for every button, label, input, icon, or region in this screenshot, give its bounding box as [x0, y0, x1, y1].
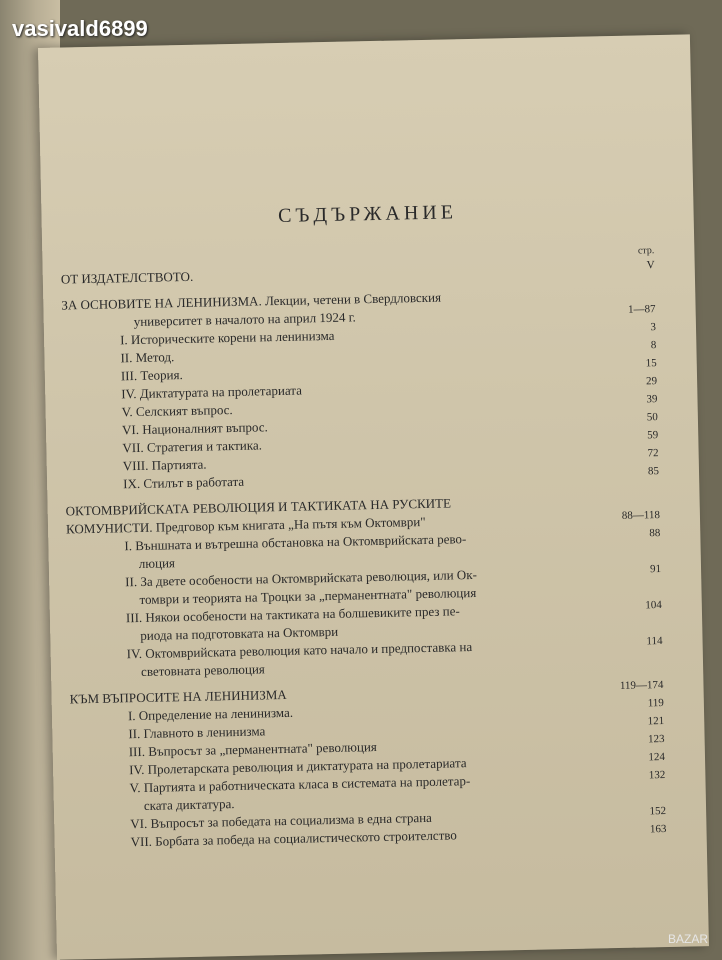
toc-entry-label: ОКТОМВРИЙСКАТА РЕВОЛЮЦИЯ И ТАКТИКАТА НА РУСКИТЕ — [65, 495, 452, 519]
toc-entry-page: 119—174 — [619, 679, 664, 692]
toc-entry-label: I. Историческите корени на ленинизма — [119, 327, 335, 348]
toc-entry-label: VI. Въпросът за победата на социализма в една страна — [130, 809, 433, 832]
toc-entry-label: V. Партията и работническата класа в системата на пролетар- — [129, 773, 471, 796]
toc-entry-label: II. Метод. — [120, 349, 175, 366]
toc-entry-page: 88—118 — [621, 509, 661, 522]
toc-entry-page: 72 — [647, 447, 659, 460]
toc-entry-label: люция — [138, 555, 176, 572]
toc-entry-page: 132 — [648, 769, 666, 782]
toc-entry-page: 121 — [647, 715, 665, 728]
toc-entry-label: VI. Националният въпрос. — [121, 419, 268, 438]
toc-entry-label: ЗА ОСНОВИТЕ НА ЛЕНИНИЗМА. Лекции, четени в Свердловския — [61, 289, 442, 313]
watermark: vasivald6899 — [12, 16, 148, 41]
toc-entry-label: КЪМ ВЪПРОСИТЕ НА ЛЕНИНИЗМА — [69, 686, 287, 707]
toc-entry-page: 29 — [645, 375, 658, 388]
toc-entry-page: 3 — [650, 321, 657, 334]
toc-entry-page: 104 — [645, 599, 662, 612]
toc-entry-page: 123 — [647, 733, 665, 746]
toc-entry-page: 124 — [648, 751, 666, 764]
corner-badge: BAZAR — [667, 932, 708, 946]
book-page — [38, 34, 709, 959]
toc-entry-label: IX. Стилът в работата — [122, 473, 245, 492]
toc-entry-label: II. За двете особености на Октомврийската революция, или Ок- — [125, 566, 478, 590]
toc-entry-label: университет в началото на април 1924 г. — [133, 309, 356, 330]
toc-entry-page: 88 — [649, 527, 661, 540]
toc-entry-label: томври и теорията на Троцки за „перманентната" революция — [139, 584, 477, 607]
toc-entry-page: 15 — [645, 357, 657, 370]
toc-entry-page: 152 — [649, 805, 667, 818]
toc-entry-label: I. Външната и вътрешна обстановка на Октомврийската рево- — [124, 531, 467, 554]
page-title: СЪДЪРЖАНИЕ — [277, 201, 458, 228]
toc-entry-label: I. Определение на ленинизма. — [127, 704, 294, 724]
toc-entry-page: 91 — [649, 563, 662, 576]
toc-entry-label: III. Някои особености на тактиката на болшевиките през пе- — [125, 603, 460, 626]
toc-entry-page: 50 — [646, 411, 658, 424]
table-of-contents — [60, 245, 667, 853]
toc-entry-page: V — [646, 259, 655, 272]
toc-entry-label: IV. Диктатурата на пролетариата — [121, 382, 303, 402]
toc-entry-label: VIII. Партията. — [122, 456, 207, 474]
toc-entry-label: II. Главното в ленинизма — [128, 723, 266, 742]
toc-entry-label: IV. Пролетарската революция и диктатурата на пролетариата — [128, 755, 467, 778]
toc-entry-page: 59 — [647, 429, 659, 442]
toc-entry-label: КОМУНИСТИ. Предговор към книгата „На пътя към Октомври" — [65, 513, 426, 537]
toc-entry-label: VII. Борбата за победа на социалистическото строителство — [130, 827, 457, 850]
toc-entry-page: 39 — [646, 393, 658, 406]
toc-entry-label: VII. Стратегия и тактика. — [122, 437, 263, 456]
toc-entry-label: ОТ ИЗДАТЕЛСТВОТО. — [60, 268, 194, 287]
toc-entry-label: ската диктатура. — [143, 796, 235, 813]
toc-entry-label: III. Теория. — [120, 367, 183, 384]
toc-entry-page: 114 — [646, 635, 663, 648]
toc-entry-label: риода на подготовката на Октомври — [140, 623, 339, 643]
toc-entry-label: III. Въпросът за „перманентната" революция — [128, 739, 377, 760]
toc-entry-label: световната революция — [140, 661, 265, 679]
toc-entry-page: 163 — [649, 823, 667, 836]
page-column-header: стр. — [637, 245, 655, 257]
toc-entry-page: 8 — [650, 339, 657, 352]
toc-entry-page: 119 — [647, 697, 664, 710]
toc-entry-page: 85 — [647, 465, 660, 478]
toc-entry-label: V. Селският въпрос. — [121, 402, 233, 420]
toc-entry — [61, 259, 655, 289]
toc-entry-label: IV. Октомврийската революция като начало и предпоставка на — [126, 639, 473, 662]
toc-entry-page: 1—87 — [627, 303, 656, 316]
